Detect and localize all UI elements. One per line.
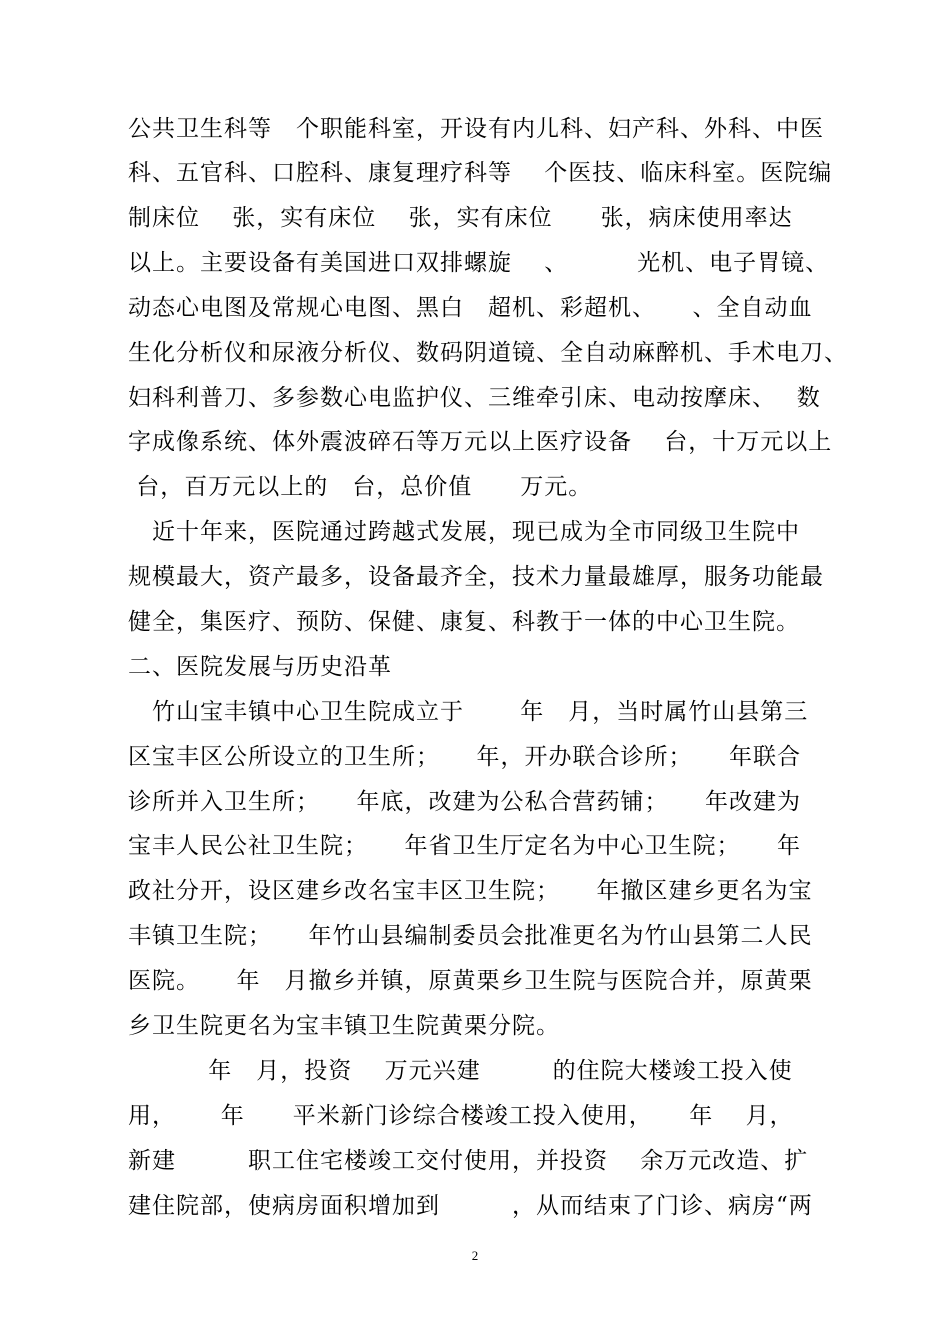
text-line: 生化分析仪和尿液分析仪、数码阴道镜、全自动麻醉机、手术电刀、 (128, 340, 848, 366)
text-line: 健全，集医疗、预防、保健、康复、科教于一体的中心卫生院。 (128, 609, 800, 635)
text-line: 以上。主要设备有美国进口双排螺旋 、 光机、电子胃镜、 (128, 250, 830, 276)
text-line: 乡卫生院更名为宝丰镇卫生院黄栗分院。 (128, 1013, 560, 1039)
text-line: 制床位 张，实有床位 张，实有床位 张，病床使用率达 (128, 205, 793, 231)
text-line: 区宝丰区公所设立的卫生所； 年，开办联合诊所； 年联合 (128, 744, 801, 770)
text-line: 政社分开，设区建乡改名宝丰区卫生院； 年撤区建乡更名为宝 (128, 878, 813, 904)
text-line: 字成像系统、体外震波碎石等万元以上医疗设备 台，十万元以上 (128, 429, 833, 455)
text-line: 年 月，投资 万元兴建 的住院大楼竣工投入使 (128, 1058, 793, 1084)
text-line: 医院。 年 月撤乡并镇，原黄栗乡卫生院与医院合并，原黄栗 (128, 968, 813, 994)
text-line: 用， 年 平米新门诊综合楼竣工投入使用， 年 月， (128, 1103, 794, 1129)
text-line: 台，百万元以上的 台，总价值 万元。 (128, 474, 593, 500)
text-line: 建住院部，使病房面积增加到 ，从而结束了门诊、病房“两 (128, 1193, 813, 1219)
text-line: 竹山宝丰镇中心卫生院成立于 年 月，当时属竹山县第三 (128, 699, 809, 725)
text-line: 妇科利普刀、多参数心电监护仪、三维牵引床、电动按摩床、 数 (128, 385, 821, 411)
text-line: 公共卫生科等 个职能科室，开设有内儿科、妇产科、外科、中医 (128, 116, 824, 142)
text-line: 新建 职工住宅楼竣工交付使用，并投资 余万元改造、扩 (128, 1148, 809, 1174)
text-line: 宝丰人民公社卫生院； 年省卫生厅定名为中心卫生院； 年 (128, 833, 801, 859)
page-number: 2 (471, 1248, 479, 1263)
section-heading: 二、医院发展与历史沿革 (128, 654, 392, 680)
text-line: 科、五官科、口腔科、康复理疗科等 个医技、临床科室。医院编 (128, 160, 833, 186)
text-line: 丰镇卫生院； 年竹山县编制委员会批准更名为竹山县第二人民 (128, 923, 813, 949)
text-line: 规模最大，资产最多，设备最齐全，技术力量最雄厚，服务功能最 (128, 564, 824, 590)
text-line: 近十年来，医院通过跨越式发展，现已成为全市同级卫生院中 (128, 519, 800, 545)
text-line: 诊所并入卫生所； 年底，改建为公私合营药铺； 年改建为 (128, 789, 801, 815)
text-line: 动态心电图及常规心电图、黑白 超机、彩超机、 、全自动血 (128, 295, 813, 321)
